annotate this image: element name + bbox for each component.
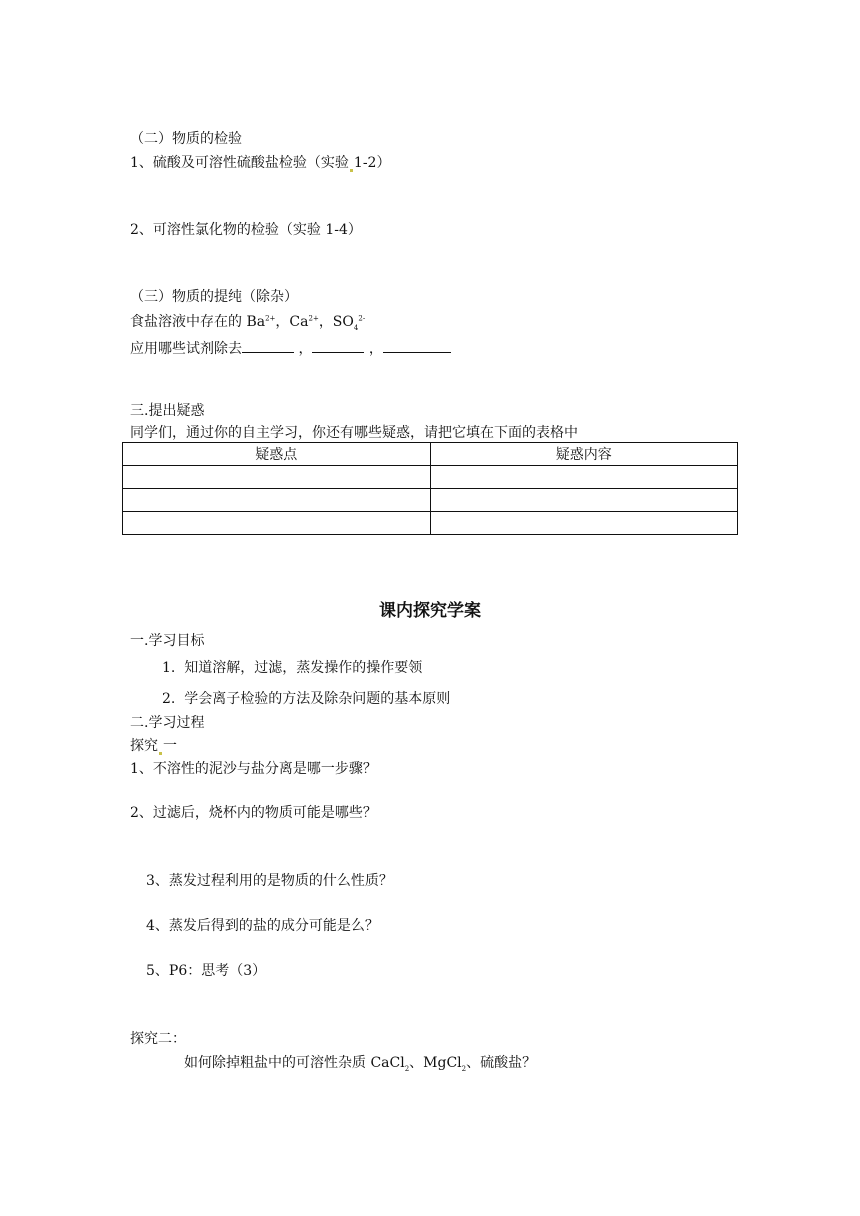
question-2: 2、过滤后，烧杯内的物质可能是哪些？	[130, 805, 377, 821]
ions-prefix: 食盐溶液中存在的 Ba	[130, 314, 266, 330]
ions-sep1: ，Ca	[275, 314, 309, 330]
explore-one-tail: 一	[163, 738, 177, 754]
table-cell[interactable]	[430, 466, 738, 489]
section3-reagents-line	[130, 338, 451, 358]
col-doubt-content: 疑惑内容	[430, 443, 738, 466]
section2-title: （二）物质的检验	[130, 131, 242, 147]
section2-item1-tail: 1-2）	[353, 155, 391, 171]
comma-2: ，	[368, 341, 383, 357]
mgcl2-subscript: 2	[461, 1064, 467, 1073]
doubts-title: 三.提出疑惑	[130, 403, 205, 419]
table-cell[interactable]	[123, 512, 431, 535]
so-subscript: 4	[353, 323, 359, 332]
process-title: 二.学习过程	[130, 715, 205, 731]
goal-1-number: 1.	[162, 660, 176, 676]
section2-item1-text: 1、硫酸及可溶性硫酸盐检验（实验	[130, 155, 349, 171]
table-row	[123, 466, 738, 489]
page-heading: 课内探究学案	[379, 601, 481, 621]
goal-2-text: 学会离子检验的方法及除杂问题的基本原则	[184, 691, 451, 707]
section2-item1	[130, 154, 390, 172]
question-6-part-c: 、硫酸盐？	[466, 1055, 537, 1071]
table-cell[interactable]	[123, 489, 431, 512]
explore-two-label: 探究二：	[130, 1031, 186, 1047]
ba-charge: 2+	[265, 314, 276, 323]
so-charge: 2-	[358, 314, 366, 323]
explore-one-label	[130, 737, 177, 755]
edit-mark-icon	[350, 169, 353, 172]
cacl2-subscript: 2	[404, 1064, 410, 1073]
question-3: 3、蒸发过程利用的是物质的什么性质？	[146, 873, 393, 889]
answer-blank-1[interactable]	[242, 338, 294, 353]
answer-blank-2[interactable]	[312, 338, 364, 353]
goal-2-number: 2.	[162, 691, 176, 707]
goal-item-1	[162, 659, 422, 677]
table-cell[interactable]	[430, 512, 738, 535]
ions-sep2: ，SO	[318, 314, 354, 330]
question-6	[184, 1054, 536, 1072]
edit-mark-icon	[159, 752, 162, 755]
explore-one-text: 探究	[130, 738, 158, 754]
question-1: 1、不溶性的泥沙与盐分离是哪一步骤？	[130, 761, 377, 777]
section2-item2: 2、可溶性氯化物的检验（实验 1-4）	[130, 222, 362, 238]
table-cell[interactable]	[123, 466, 431, 489]
col-doubt-point: 疑惑点	[123, 443, 431, 466]
question-6-part-b: 、MgCl	[409, 1055, 462, 1071]
comma-1: ，	[298, 341, 313, 357]
question-4: 4、蒸发后得到的盐的成分可能是么？	[146, 918, 379, 934]
table-header-row	[123, 443, 738, 466]
section3-ions-line	[130, 313, 365, 331]
ca-charge: 2+	[308, 314, 319, 323]
goal-item-2	[162, 690, 450, 708]
question-5: 5、P6：思考（3）	[146, 963, 267, 979]
reagents-label: 应用哪些试剂除去	[130, 341, 242, 357]
goal-1-text: 知道溶解，过滤，蒸发操作的操作要领	[184, 660, 423, 676]
goals-title: 一.学习目标	[130, 633, 205, 649]
table-row	[123, 489, 738, 512]
table-row	[123, 512, 738, 535]
question-6-part-a: 如何除掉粗盐中的可溶性杂质 CaCl	[184, 1055, 405, 1071]
answer-blank-3[interactable]	[383, 338, 451, 353]
doubts-table	[122, 442, 738, 535]
doubts-intro: 同学们，通过你的自主学习，你还有哪些疑惑，请把它填在下面的表格中	[130, 425, 578, 441]
section3-title: （三）物质的提纯（除杂）	[130, 289, 298, 305]
table-cell[interactable]	[430, 489, 738, 512]
